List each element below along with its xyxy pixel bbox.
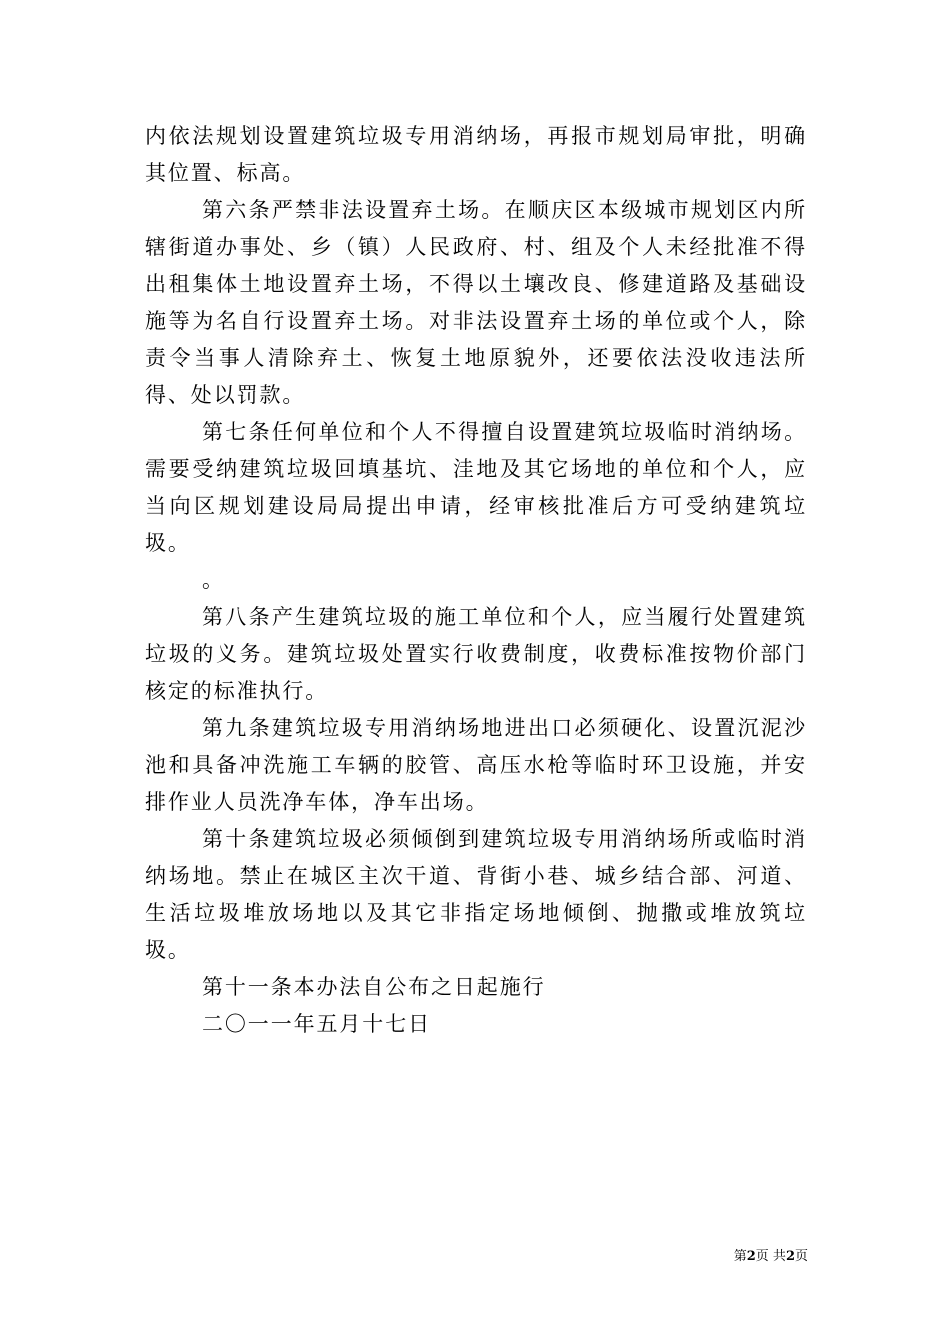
paragraph-1: 内依法规划设置建筑垃圾专用消纳场，再报市规划局审批，明确其位置、标高。	[145, 124, 807, 185]
footer-suffix: 页	[794, 1249, 808, 1264]
paragraph-article-10: 第十条建筑垃圾必须倾倒到建筑垃圾专用消纳场所或临时消纳场地。禁止在城区主次干道、背街小巷、城乡结合部、河道、生活垃圾堆放场地以及其它非指定场地倾倒、抛撒或堆放筑垃圾。	[145, 827, 807, 962]
current-page-number: 2	[746, 1249, 756, 1264]
paragraph-article-6: 第六条严禁非法设置弃土场。在顺庆区本级城市规划区内所辖街道办事处、乡（镇）人民政府、村、组及个人未经批准不得出租集体土地设置弃土场，不得以土壤改良、修建道路及基础设施等为名自行设置弃土场。对非法设置弃土场的单位或个人，除责令当事人清除弃土、恢复土地原貌外，还要依法没收违法所得、处以罚款。	[145, 198, 807, 407]
paragraph-article-11: 第十一条本办法自公布之日起施行	[202, 975, 546, 999]
document-body	[145, 118, 807, 1043]
paragraph-article-7: 第七条任何单位和个人不得擅自设置建筑垃圾临时消纳场。需要受纳建筑垃圾回填基坑、洼地及其它场地的单位和个人，应当向区规划建设局局提出申请，经审核批准后方可受纳建筑垃圾。	[145, 420, 807, 555]
footer-prefix: 第	[733, 1249, 747, 1264]
footer-middle: 页 共	[755, 1249, 786, 1264]
paragraph-article-8: 第八条产生建筑垃圾的施工单位和个人，应当履行处置建筑垃圾的义务。建筑垃圾处置实行收费制度，收费标准按物价部门核定的标准执行。	[145, 605, 807, 703]
paragraph-stray-period: 。	[202, 568, 225, 592]
document-date: 二〇一一年五月十七日	[202, 1012, 431, 1036]
page-number-footer	[690, 1249, 808, 1265]
total-page-number: 2	[785, 1249, 795, 1264]
paragraph-article-9: 第九条建筑垃圾专用消纳场地进出口必须硬化、设置沉泥沙池和具备冲洗施工车辆的胶管、高压水枪等临时环卫设施，并安排作业人员洗净车体，净车出场。	[145, 716, 807, 814]
